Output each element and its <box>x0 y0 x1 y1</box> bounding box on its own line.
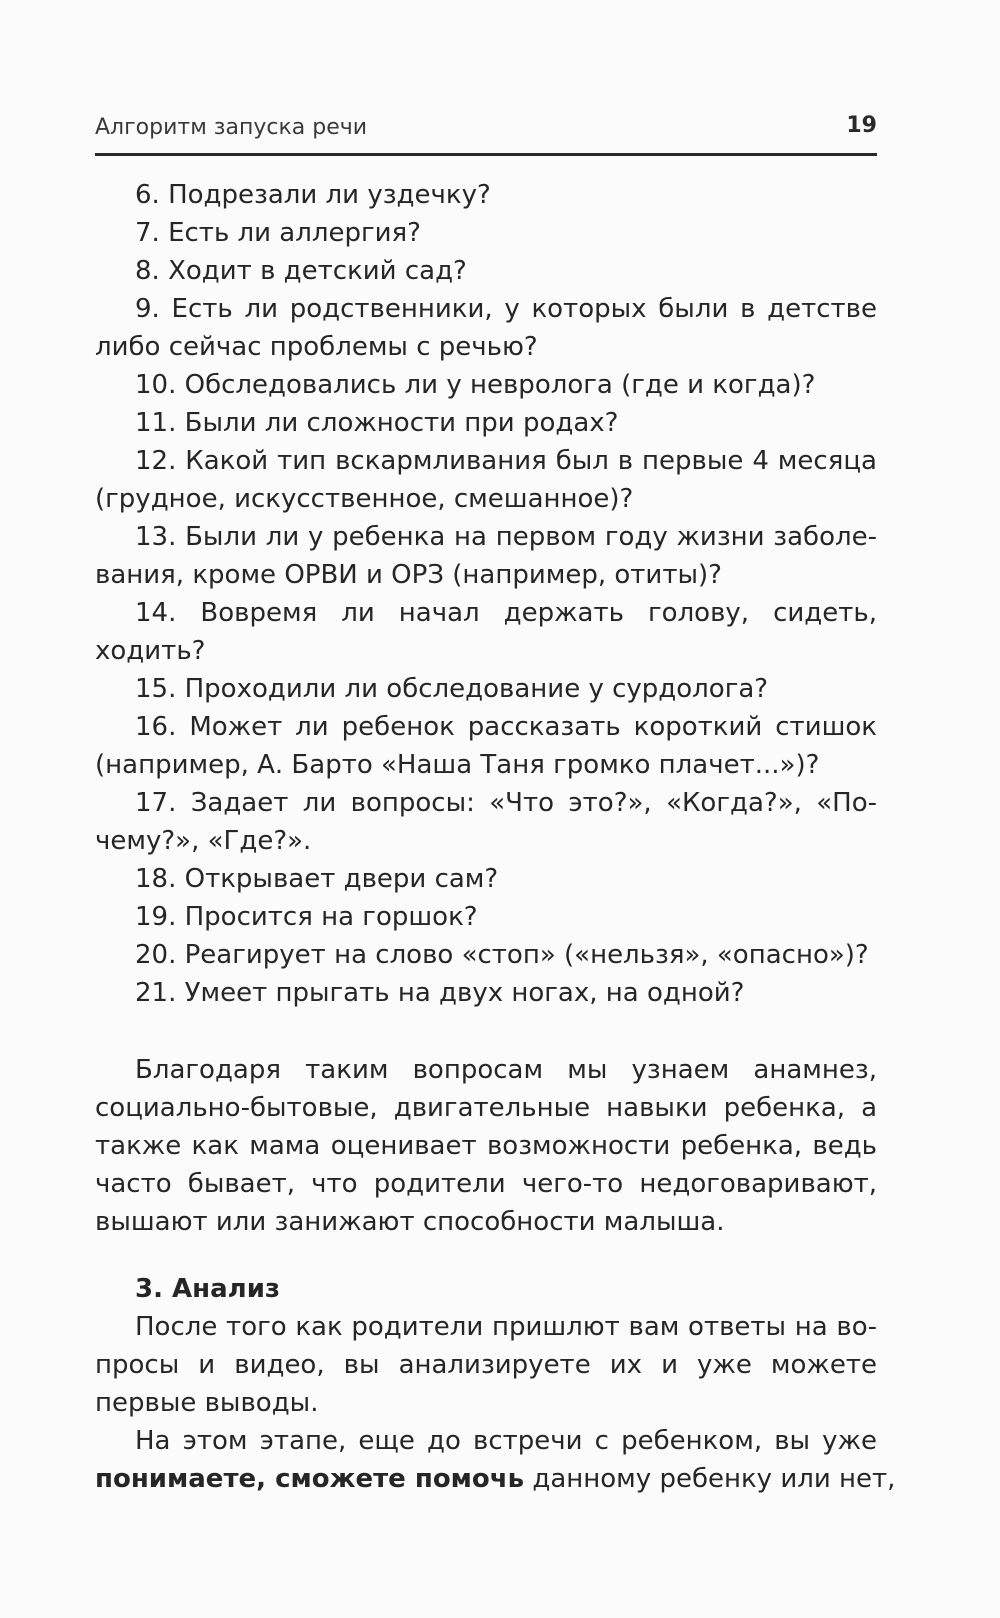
question-line: 13. Были ли у ребенка на первом году жизни заболе- <box>135 522 877 552</box>
chapter-title: Алгоритм запуска речи <box>95 115 368 140</box>
analysis-paragraph-2 <box>95 1422 896 1498</box>
question-line: (грудное, искусственное, смешанное)? <box>95 484 634 514</box>
paragraph-line: На этом этапе, еще до встречи с ребенком, вы уже <box>135 1426 877 1456</box>
paragraph-line: вышают или занижают способности малыша. <box>95 1207 725 1237</box>
question-line: (например, А. Барто «Наша Таня громко плачет...»)? <box>95 750 820 780</box>
question-line: 19. Просится на горшок? <box>135 902 478 932</box>
question-line: 10. Обследовались ли у невролога (где и когда)? <box>135 370 816 400</box>
paragraph-line: После того как родители пришлют вам ответы на во- <box>135 1312 877 1342</box>
question-line: 21. Умеет прыгать на двух ногах, на одной? <box>135 978 745 1008</box>
paragraph-line <box>95 1460 896 1498</box>
question-line: 17. Задает ли вопросы: «Что это?», «Когда?», «По- <box>135 788 877 818</box>
summary-paragraph <box>95 1051 877 1241</box>
emphasis-text: понимаете, сможете помочь <box>95 1464 525 1494</box>
paragraph-line: первые выводы. <box>95 1388 319 1418</box>
question-line: 18. Открывает двери сам? <box>135 864 499 894</box>
question-line: 7. Есть ли аллергия? <box>135 218 421 248</box>
question-line: либо сейчас проблемы с речью? <box>95 332 538 362</box>
analysis-paragraph-1 <box>95 1308 877 1422</box>
question-line: 15. Проходили ли обследование у сурдолога? <box>135 674 769 704</box>
running-head <box>95 109 877 156</box>
question-line: 6. Подрезали ли уздечку? <box>135 180 491 210</box>
question-line: 12. Какой тип вскармливания был в первые 4 месяца <box>135 446 877 476</box>
question-line: 20. Реагирует на слово «стоп» («нельзя», «опасно»)? <box>135 940 869 970</box>
page-body <box>95 176 896 1498</box>
question-line: 16. Может ли ребенок рассказать короткий стишок <box>135 712 877 742</box>
section-heading: 3. Анализ <box>135 1274 281 1304</box>
paragraph-text: данному ребенку или нет, <box>524 1464 896 1494</box>
question-line: вания, кроме ОРВИ и ОРЗ (например, отиты)? <box>95 560 722 590</box>
question-list <box>95 176 877 1012</box>
page-number: 19 <box>846 113 877 138</box>
question-line: чему?», «Где?». <box>95 826 312 856</box>
question-line: 9. Есть ли родственники, у которых были в детстве <box>135 294 877 324</box>
paragraph-line: просы и видео, вы анализируете их и уже можете <box>95 1350 877 1380</box>
question-line: 14. Вовремя ли начал держать голову, сидеть, <box>135 598 877 628</box>
paragraph-line: социально-бытовые, двигательные навыки ребенка, а <box>95 1093 877 1123</box>
question-line: 11. Были ли сложности при родах? <box>135 408 619 438</box>
paragraph-line: Благодаря таким вопросам мы узнаем анамнез, <box>135 1055 877 1085</box>
question-line: ходить? <box>95 636 206 666</box>
paragraph-line: также как мама оценивает возможности ребенка, ведь <box>95 1131 877 1161</box>
question-line: 8. Ходит в детский сад? <box>135 256 467 286</box>
paragraph-line: часто бывает, что родители чего-то недоговаривают, <box>95 1169 877 1199</box>
